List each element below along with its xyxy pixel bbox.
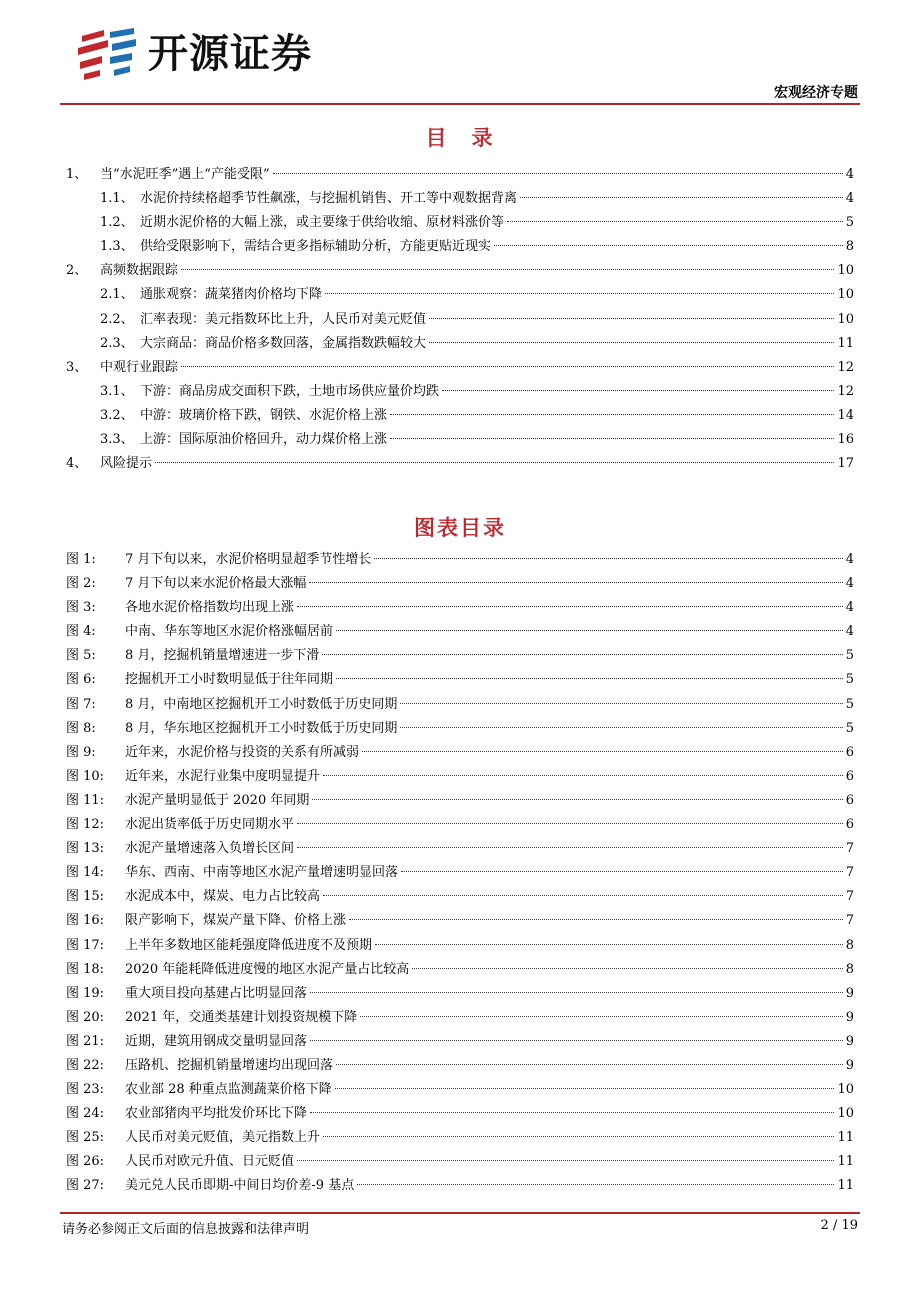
entry-title: 近年来，水泥行业集中度明显提升 <box>125 768 321 784</box>
entry-title: 高频数据跟踪 <box>100 263 179 279</box>
entry-page-number: 9 <box>845 1057 854 1073</box>
figure-entry[interactable] <box>66 741 854 765</box>
entry-page-number: 6 <box>845 817 854 833</box>
entry-page-number: 6 <box>845 744 854 760</box>
dot-leader <box>312 799 842 800</box>
figure-entry[interactable] <box>66 1006 854 1030</box>
figure-entry[interactable] <box>66 861 854 885</box>
entry-page-number: 11 <box>837 1154 854 1170</box>
dot-leader <box>297 823 843 824</box>
entry-number: 图 4: <box>66 624 96 640</box>
entry-title: 2021 年，交通类基建计划投资规模下降 <box>125 1009 358 1025</box>
entry-page-number: 5 <box>845 215 854 231</box>
figure-entry[interactable] <box>66 717 854 741</box>
figure-entry[interactable] <box>66 982 854 1006</box>
dot-leader <box>322 654 842 655</box>
dot-leader <box>310 992 843 993</box>
dot-leader <box>297 1160 834 1161</box>
dot-leader <box>360 1016 843 1017</box>
figure-list <box>66 548 854 1199</box>
figure-entry[interactable] <box>66 548 854 572</box>
toc-entry[interactable] <box>66 211 854 235</box>
entry-number: 图 11: <box>66 792 105 808</box>
entry-title: 7 月下旬以来，水泥价格明显超季节性增长 <box>125 552 372 567</box>
dot-leader <box>297 606 843 607</box>
dot-leader <box>336 1064 843 1065</box>
entry-title: 近期，建筑用钢成交量明显回落 <box>125 1033 308 1049</box>
entry-title: 近年来，水泥价格与投资的关系有所减弱 <box>125 744 360 760</box>
figure-entry[interactable] <box>66 813 854 837</box>
figure-entry[interactable] <box>66 837 854 861</box>
entry-number: 图 27: <box>66 1178 105 1194</box>
entry-number: 图 21: <box>66 1033 105 1049</box>
figure-entry[interactable] <box>66 1054 854 1078</box>
figure-entry[interactable] <box>66 765 854 789</box>
toc-entry[interactable] <box>66 235 854 259</box>
dot-leader <box>390 438 834 439</box>
dot-leader <box>520 197 843 198</box>
entry-page-number: 9 <box>845 1009 854 1025</box>
toc-entry[interactable] <box>66 283 854 307</box>
toc-entry[interactable] <box>66 452 854 476</box>
entry-page-number: 5 <box>845 648 854 664</box>
entry-title: 限产影响下，煤炭产量下降、价格上涨 <box>125 913 347 929</box>
figure-entry[interactable] <box>66 620 854 644</box>
entry-title: 重大项目投向基建占比明显回落 <box>125 985 308 1001</box>
entry-number: 图 12: <box>66 817 105 833</box>
entry-number: 1.1、 <box>100 191 134 207</box>
entry-title: 挖掘机开工小时数明显低于往年同期 <box>125 672 334 688</box>
entry-number: 1.3、 <box>100 239 134 255</box>
dot-leader <box>309 582 842 583</box>
entry-number: 图 13: <box>66 841 105 857</box>
entry-page-number: 7 <box>845 865 854 881</box>
dot-leader <box>362 751 843 752</box>
entry-number: 图 20: <box>66 1009 105 1025</box>
dot-leader <box>400 727 842 728</box>
entry-page-number: 10 <box>837 287 854 303</box>
dot-leader <box>507 221 843 222</box>
toc-entry[interactable] <box>66 404 854 428</box>
entry-number: 图 1: <box>66 552 96 567</box>
toc-entry[interactable] <box>66 187 854 211</box>
dot-leader <box>273 173 843 174</box>
dot-leader <box>325 293 834 294</box>
entry-page-number: 16 <box>837 432 854 448</box>
entry-title: 当“水泥旺季”遇上“产能受限” <box>100 167 270 182</box>
dot-leader <box>357 1184 834 1185</box>
report-type-label: 宏观经济专题 <box>774 85 858 101</box>
entry-title: 汇率表现：美元指数环比上升，人民币对美元贬值 <box>140 311 427 327</box>
entry-number: 图 23: <box>66 1082 105 1098</box>
figure-entry[interactable] <box>66 668 854 692</box>
figure-entry[interactable] <box>66 1030 854 1054</box>
entry-title: 水泥价持续格超季节性飙涨，与挖掘机销售、开工等中观数据背离 <box>140 191 518 207</box>
entry-page-number: 10 <box>837 263 854 279</box>
figure-entry[interactable] <box>66 644 854 668</box>
entry-title: 中观行业跟踪 <box>100 359 179 375</box>
entry-page-number: 4 <box>845 600 854 616</box>
entry-page-number: 10 <box>837 311 854 327</box>
entry-title: 风险提示 <box>100 456 153 472</box>
toc-entry[interactable] <box>66 259 854 283</box>
dot-leader <box>155 462 834 463</box>
page-indicator: 2 / 19 <box>820 1218 858 1233</box>
header-divider <box>60 103 860 105</box>
figure-entry[interactable] <box>66 958 854 982</box>
dot-leader <box>336 678 843 679</box>
entry-title: 农业部 28 种重点监测蔬菜价格下降 <box>125 1082 332 1098</box>
entry-page-number: 17 <box>837 456 854 472</box>
entry-page-number: 4 <box>845 576 854 592</box>
entry-page-number: 7 <box>845 841 854 857</box>
entry-title: 下游：商品房成交面积下跌，土地市场供应量价均跌 <box>140 383 440 399</box>
entry-number: 3.1、 <box>100 383 134 399</box>
entry-number: 2.2、 <box>100 311 134 327</box>
dot-leader <box>494 245 843 246</box>
entry-number: 1、 <box>66 167 88 182</box>
figure-entry[interactable] <box>66 1078 854 1102</box>
entry-page-number: 4 <box>845 167 854 182</box>
dot-leader <box>375 944 843 945</box>
entry-number: 1.2、 <box>100 215 134 231</box>
figure-entry[interactable] <box>66 596 854 620</box>
toc-entry[interactable] <box>66 163 854 187</box>
dot-leader <box>336 630 843 631</box>
entry-number: 图 19: <box>66 985 105 1001</box>
entry-page-number: 4 <box>845 191 854 207</box>
entry-number: 3.3、 <box>100 432 134 448</box>
entry-number: 3.2、 <box>100 407 134 423</box>
entry-page-number: 5 <box>845 720 854 736</box>
entry-title: 农业部猪肉平均批发价环比下降 <box>125 1106 308 1122</box>
entry-page-number: 12 <box>837 359 854 375</box>
dot-leader <box>181 366 834 367</box>
entry-title: 8 月，中南地区挖掘机开工小时数低于历史同期 <box>125 696 398 712</box>
entry-page-number: 10 <box>837 1082 854 1098</box>
entry-number: 图 3: <box>66 600 96 616</box>
dot-leader <box>442 390 834 391</box>
entry-number: 图 26: <box>66 1154 105 1170</box>
toc-entry[interactable] <box>66 356 854 380</box>
entry-page-number: 10 <box>837 1106 854 1122</box>
dot-leader <box>310 1112 834 1113</box>
figure-entry[interactable] <box>66 885 854 909</box>
entry-number: 图 8: <box>66 720 96 736</box>
page-header <box>0 0 920 110</box>
entry-number: 图 2: <box>66 576 96 592</box>
dot-leader <box>400 703 842 704</box>
entry-page-number: 11 <box>837 1178 854 1194</box>
logo-text: 开源证券 <box>148 31 312 77</box>
entry-page-number: 4 <box>845 552 854 567</box>
toc-entry[interactable] <box>66 380 854 404</box>
entry-title: 水泥出货率低于历史同期水平 <box>125 817 295 833</box>
entry-number: 2.3、 <box>100 335 134 351</box>
entry-page-number: 8 <box>845 239 854 255</box>
entry-page-number: 5 <box>845 696 854 712</box>
entry-title: 2020 年能耗降低进度慢的地区水泥产量占比较高 <box>125 961 410 977</box>
entry-number: 图 15: <box>66 889 105 905</box>
entry-title: 华东、西南、中南等地区水泥产量增速明显回落 <box>125 865 399 881</box>
entry-title: 通胀观察：蔬菜猪肉价格均下降 <box>140 287 323 303</box>
figure-entry[interactable] <box>66 572 854 596</box>
entry-number: 2.1、 <box>100 287 134 303</box>
entry-number: 2、 <box>66 263 88 279</box>
figure-entry[interactable] <box>66 1150 854 1174</box>
entry-page-number: 6 <box>845 792 854 808</box>
figure-entry[interactable] <box>66 1126 854 1150</box>
entry-number: 图 14: <box>66 865 105 881</box>
entry-title: 人民币对欧元升值、日元贬值 <box>125 1154 295 1170</box>
entry-number: 图 10: <box>66 768 105 784</box>
entry-title: 大宗商品：商品价格多数回落，金属指数跌幅较大 <box>140 335 427 351</box>
entry-page-number: 9 <box>845 985 854 1001</box>
entry-title: 美元兑人民币即期-中间日均价差-9 基点 <box>125 1178 355 1194</box>
entry-page-number: 9 <box>845 1033 854 1049</box>
entry-title: 8 月，挖掘机销量增速进一步下滑 <box>125 648 320 664</box>
entry-title: 压路机、挖掘机销量增速均出现回落 <box>125 1057 334 1073</box>
footer-divider <box>60 1212 860 1214</box>
entry-number: 图 16: <box>66 913 105 929</box>
entry-title: 水泥成本中，煤炭、电力占比较高 <box>125 889 321 905</box>
entry-page-number: 11 <box>837 335 854 351</box>
entry-page-number: 11 <box>837 1130 854 1146</box>
figures-title: 图表目录 <box>414 516 506 540</box>
entry-number: 3、 <box>66 359 88 375</box>
entry-page-number: 5 <box>845 672 854 688</box>
entry-title: 中南、华东等地区水泥价格涨幅居前 <box>125 624 334 640</box>
entry-number: 图 6: <box>66 672 96 688</box>
entry-page-number: 8 <box>845 961 854 977</box>
dot-leader <box>323 775 843 776</box>
figure-entry[interactable] <box>66 934 854 958</box>
entry-title: 中游：玻璃价格下跌，钢铁、水泥价格上涨 <box>140 407 388 423</box>
entry-title: 上游：国际原油价格回升，动力煤价格上涨 <box>140 432 388 448</box>
dot-leader <box>323 1136 834 1137</box>
entry-title: 供给受限影响下，需结合更多指标辅助分析，方能更贴近现实 <box>140 239 492 255</box>
entry-title: 各地水泥价格指数均出现上涨 <box>125 600 295 616</box>
entry-page-number: 12 <box>837 383 854 399</box>
logo-mark-icon <box>74 26 140 82</box>
dot-leader <box>310 1040 843 1041</box>
entry-title: 水泥产量明显低于 2020 年同期 <box>125 792 310 808</box>
footer-disclaimer: 请务必参阅正文后面的信息披露和法律声明 <box>62 1222 310 1237</box>
dot-leader <box>349 919 843 920</box>
entry-page-number: 14 <box>837 407 854 423</box>
entry-number: 4、 <box>66 456 88 472</box>
entry-page-number: 6 <box>845 768 854 784</box>
dot-leader <box>429 318 834 319</box>
entry-number: 图 24: <box>66 1106 105 1122</box>
entry-title: 人民币对美元贬值，美元指数上升 <box>125 1130 321 1146</box>
entry-number: 图 5: <box>66 648 96 664</box>
entry-number: 图 22: <box>66 1057 105 1073</box>
toc-entry[interactable] <box>66 308 854 332</box>
entry-page-number: 8 <box>845 937 854 953</box>
figure-entry[interactable] <box>66 909 854 933</box>
entry-number: 图 7: <box>66 696 96 712</box>
entry-number: 图 25: <box>66 1130 105 1146</box>
entry-title: 7 月下旬以来水泥价格最大涨幅 <box>125 576 307 592</box>
dot-leader <box>181 269 834 270</box>
entry-page-number: 7 <box>845 889 854 905</box>
entry-number: 图 9: <box>66 744 96 760</box>
company-logo <box>74 26 312 82</box>
dot-leader <box>401 871 843 872</box>
entry-title: 上半年多数地区能耗强度降低进度不及预期 <box>125 937 373 953</box>
entry-title: 水泥产量增速落入负增长区间 <box>125 841 295 857</box>
dot-leader <box>412 968 843 969</box>
entry-number: 图 18: <box>66 961 105 977</box>
toc-list <box>66 163 854 476</box>
entry-page-number: 4 <box>845 624 854 640</box>
figure-entry[interactable] <box>66 1174 854 1198</box>
dot-leader <box>297 847 843 848</box>
dot-leader <box>323 895 843 896</box>
figure-entry[interactable] <box>66 789 854 813</box>
figure-entry[interactable] <box>66 1102 854 1126</box>
toc-entry[interactable] <box>66 332 854 356</box>
entry-number: 图 17: <box>66 937 105 953</box>
dot-leader <box>429 342 834 343</box>
entry-title: 近期水泥价格的大幅上涨，或主要缘于供给收缩、原材料涨价等 <box>140 215 505 231</box>
toc-title: 目 录 <box>425 126 495 150</box>
dot-leader <box>335 1088 835 1089</box>
dot-leader <box>374 558 842 559</box>
toc-entry[interactable] <box>66 428 854 452</box>
entry-page-number: 7 <box>845 913 854 929</box>
dot-leader <box>390 414 834 415</box>
figure-entry[interactable] <box>66 693 854 717</box>
entry-title: 8 月，华东地区挖掘机开工小时数低于历史同期 <box>125 720 398 736</box>
